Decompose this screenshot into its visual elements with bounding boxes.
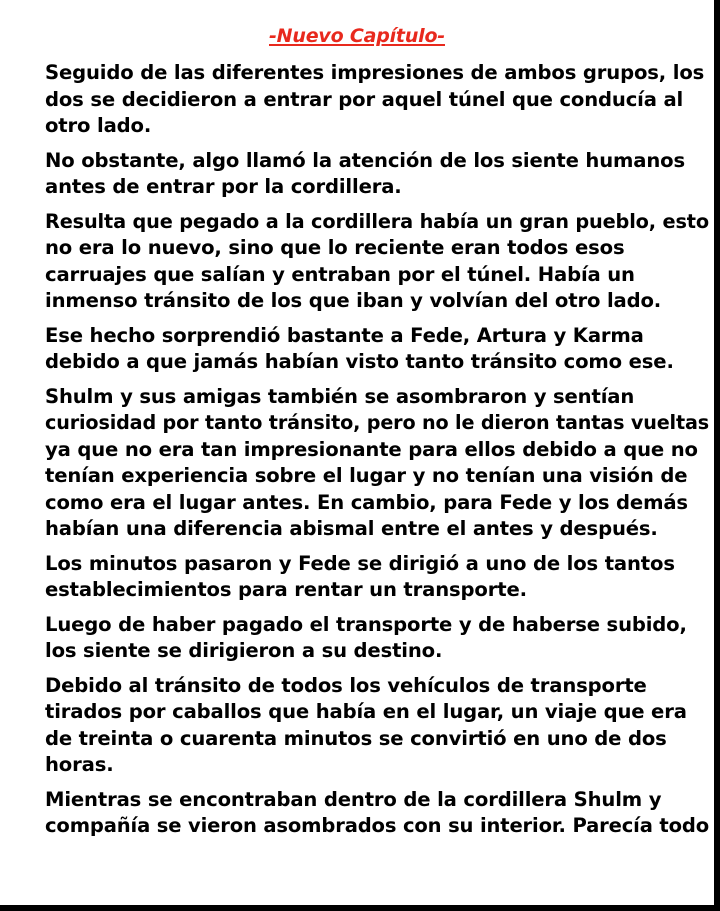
text-line: Seguido de las diferentes impresiones de ambos grupos, los	[45, 61, 705, 84]
text-line: otro lado.	[45, 114, 152, 137]
text-line: tirados por caballos que había en el lugar, un viaje que era	[45, 700, 687, 723]
text-line: los siente se dirigieron a su destino.	[45, 639, 443, 662]
text-line: ya que no era tan impresionante para ellos debido a que no	[45, 437, 698, 461]
paragraph	[45, 148, 713, 201]
text-line: Debido al tránsito de todos los vehículos de transporte	[45, 673, 647, 697]
text-line: curiosidad por tanto tránsito, pero no le dieron tantas vueltas	[45, 411, 710, 434]
text-line: habían una diferencia abismal entre el antes y después.	[45, 517, 658, 540]
text-line: carruajes que salían y entraban por el túnel. Había un	[45, 262, 635, 286]
text-line: Mientras se encontraban dentro de la cordillera Shulm y	[45, 787, 662, 811]
paragraph	[45, 209, 713, 315]
paragraph	[45, 60, 713, 140]
text-line: Los minutos pasaron y Fede se dirigió a uno de los tantos	[45, 551, 675, 575]
text-line: como era el lugar antes. En cambio, para Fede y los demás	[45, 490, 688, 514]
paragraph	[45, 551, 713, 604]
text-line: debido a que jamás habían visto tanto tránsito como ese.	[45, 350, 674, 373]
text-line: dos se decidieron a entrar por aquel túnel que conducía al	[45, 87, 684, 111]
text-line: Luego de haber pagado el transporte y de haberse subido,	[45, 612, 687, 636]
paragraph	[45, 323, 713, 376]
paragraph	[45, 673, 713, 779]
paragraph	[45, 787, 713, 840]
chapter-body	[45, 60, 713, 848]
text-line: Shulm y sus amigas también se asombraron y sentían	[45, 384, 635, 408]
text-line: Ese hecho sorprendió bastante a Fede, Artura y Karma	[45, 323, 644, 347]
text-line: inmenso tránsito de los que iban y volvían del otro lado.	[45, 289, 662, 312]
text-line: No obstante, algo llamó la atención de los siente humanos	[45, 148, 685, 172]
text-line: Resulta que pegado a la cordillera había un gran pueblo, esto	[45, 209, 709, 233]
paragraph	[45, 612, 713, 665]
text-line: tenían experiencia sobre el lugar y no tenían una visión de	[45, 464, 688, 487]
text-line: compañía se vieron asombrados con su interior. Parecía todo	[45, 814, 709, 837]
chapter-title: -Nuevo Capítulo-	[269, 25, 445, 47]
paragraph	[45, 384, 713, 543]
text-line: horas.	[45, 753, 114, 776]
text-line: no era lo nuevo, sino que lo reciente eran todos esos	[45, 236, 625, 259]
text-line: antes de entrar por la cordillera.	[45, 175, 402, 198]
text-line: establecimientos para rentar un transporte.	[45, 578, 527, 601]
text-line: de treinta o cuarenta minutos se convirtió en uno de dos	[45, 726, 667, 750]
